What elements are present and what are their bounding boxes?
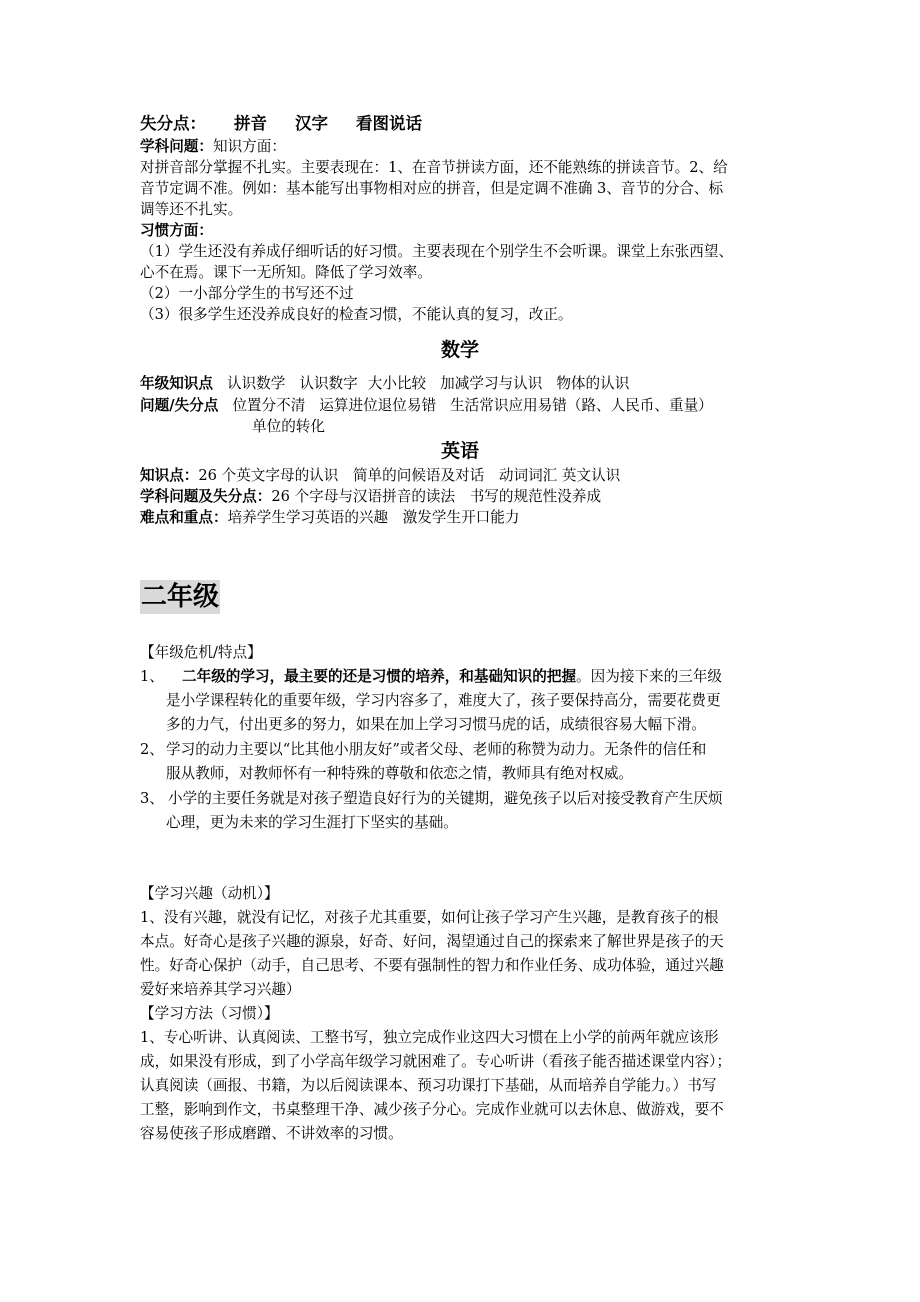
- math-problem-cont: 单位的转化: [252, 418, 325, 435]
- math-problem-item: 位置分不清: [232, 397, 306, 414]
- point-line: 心理，更为未来的学习生涯打下坚实的基础。: [166, 814, 458, 831]
- fail-item: 看图说话: [356, 114, 422, 133]
- point-bold: 二年级的学习，最主要的还是习惯的培养，和基础知识的把握: [182, 668, 577, 685]
- habit-label: 习惯方面：: [140, 222, 213, 239]
- method-header: 【学习方法（习惯）】: [140, 1005, 279, 1022]
- point-2: [140, 739, 706, 760]
- method-line: 1、专心听讲、认真阅读、工整书写，独立完成作业这四大习惯在上小学的前两年就应该形: [140, 1029, 719, 1046]
- interest-line: 本点。好奇心是孩子兴趣的源泉，好奇、好问，渴望通过自己的探索来了解世界是孩子的天: [140, 933, 724, 950]
- point-number: 1、: [140, 668, 164, 685]
- habit-line: （1）学生还没有养成仔细听话的好习惯。主要表现在个别学生不会听课。课堂上东张西望、: [140, 243, 734, 260]
- point-3: [140, 788, 723, 809]
- math-knowledge-item: 认识数字: [299, 375, 358, 392]
- english-key-text: 培养学生学习英语的兴趣 激发学生开口能力: [227, 509, 520, 526]
- habit-line: （2）一小部分学生的书写还不过: [140, 285, 354, 302]
- habit-line: （3）很多学生还没养成良好的检查习惯，不能认真的复习，改正。: [140, 306, 573, 323]
- habit-line: 心不在焉。课下一无所知。降低了学习效率。: [140, 264, 432, 281]
- math-knowledge-item: 物体的认识: [556, 375, 630, 392]
- english-knowledge-label: 知识点：: [140, 467, 199, 484]
- point-1: [140, 666, 722, 687]
- crisis-header: 【年级危机/特点】: [140, 644, 262, 661]
- interest-line: 1、没有兴趣，就没有记忆，对孩子尤其重要，如何让孩子学习产生兴趣，是教育孩子的根: [140, 909, 719, 926]
- math-problem-item: 生活常识应用易错（路、人民币、重量）: [450, 397, 713, 414]
- math-knowledge-item: 大小比较: [367, 375, 427, 392]
- method-line: 工整，影响到作文，书桌整理干净、减少孩子分心。完成作业就可以去休息、做游戏，要不: [140, 1101, 724, 1118]
- knowledge-line: 音节定调不准。例如：基本能写出事物相对应的拼音，但是定调不准确 3、音节的分合、标: [140, 180, 724, 197]
- subject-problem-line: [140, 136, 286, 157]
- point-line: 小学的主要任务就是对孩子塑造良好行为的关键期，避免孩子以后对接受教育产生厌烦: [168, 790, 723, 807]
- fail-item: 汉字: [295, 114, 328, 133]
- interest-line: 性。好奇心保护（动手，自己思考、不要有强制性的智力和作业任务、成功体验，通过兴趣: [140, 957, 724, 974]
- point-number: 3、: [140, 790, 164, 807]
- english-problem-label: 学科问题及失分点：: [140, 488, 272, 505]
- knowledge-label: 知识方面：: [212, 138, 286, 155]
- math-knowledge-item: 认识数学: [226, 375, 286, 392]
- math-knowledge-label: 年级知识点: [140, 375, 213, 392]
- subject-problem-label: 学科问题：: [140, 138, 213, 155]
- grade2-heading: 二年级: [141, 582, 220, 612]
- interest-line: 爱好来培养其学习兴趣）: [140, 981, 301, 998]
- math-problem-line: [140, 395, 713, 416]
- fail-points-line: [140, 113, 422, 134]
- english-problem-line: [140, 486, 601, 507]
- method-line: 容易使孩子形成磨蹭、不讲效率的习惯。: [140, 1125, 403, 1142]
- fail-item: 拼音: [234, 114, 267, 133]
- math-problem-item: 运算进位退位易错: [319, 397, 437, 414]
- point-line: 是小学课程转化的重要年级，学习内容多了，难度大了，孩子要保持高分，需要花费更: [166, 692, 721, 709]
- point-line: 学习的动力主要以“比其他小朋友好”或者父母、老师的称赞为动力。无条件的信任和: [166, 741, 707, 758]
- english-knowledge-text: 26 个英文字母的认识 简单的问候语及对话 动词词汇 英文认识: [198, 467, 621, 484]
- math-knowledge-item: 加减学习与认识: [440, 375, 543, 392]
- english-key-line: [140, 507, 519, 528]
- point-line: 多的力气，付出更多的努力，如果在加上学习习惯马虎的话，成绩很容易大幅下滑。: [166, 716, 706, 733]
- knowledge-line: 调等还不扎实。: [140, 201, 243, 218]
- math-knowledge-line: [140, 373, 629, 394]
- english-knowledge-line: [140, 465, 620, 486]
- interest-header: 【学习兴趣（动机）】: [140, 885, 279, 902]
- english-title: 英语: [440, 440, 479, 462]
- math-problem-label: 问题/失分点: [140, 397, 219, 414]
- point-line: 服从教师，对教师怀有一种特殊的尊敬和依恋之情，教师具有绝对权威。: [166, 765, 634, 782]
- math-title: 数学: [440, 339, 479, 361]
- point-number: 2、: [140, 741, 164, 758]
- english-problem-text: 26 个字母与汉语拼音的读法 书写的规范性没养成: [271, 488, 602, 505]
- method-line: 成，如果没有形成，到了小学高年级学习就困难了。专心听讲（看孩子能否描述课堂内容）；: [140, 1053, 732, 1070]
- method-line: 认真阅读（画报、书籍，为以后阅读课本、预习功课打下基础，从而培养自学能力。）书写: [140, 1077, 717, 1094]
- fail-label: 失分点：: [140, 114, 206, 133]
- point-line: 。因为接下来的三年级: [576, 668, 722, 685]
- knowledge-line: 对拼音部分掌握不扎实。主要表现在：1、在音节拼读方面，还不能熟练的拼读音节。2、给: [140, 159, 728, 176]
- english-key-label: 难点和重点：: [140, 509, 228, 526]
